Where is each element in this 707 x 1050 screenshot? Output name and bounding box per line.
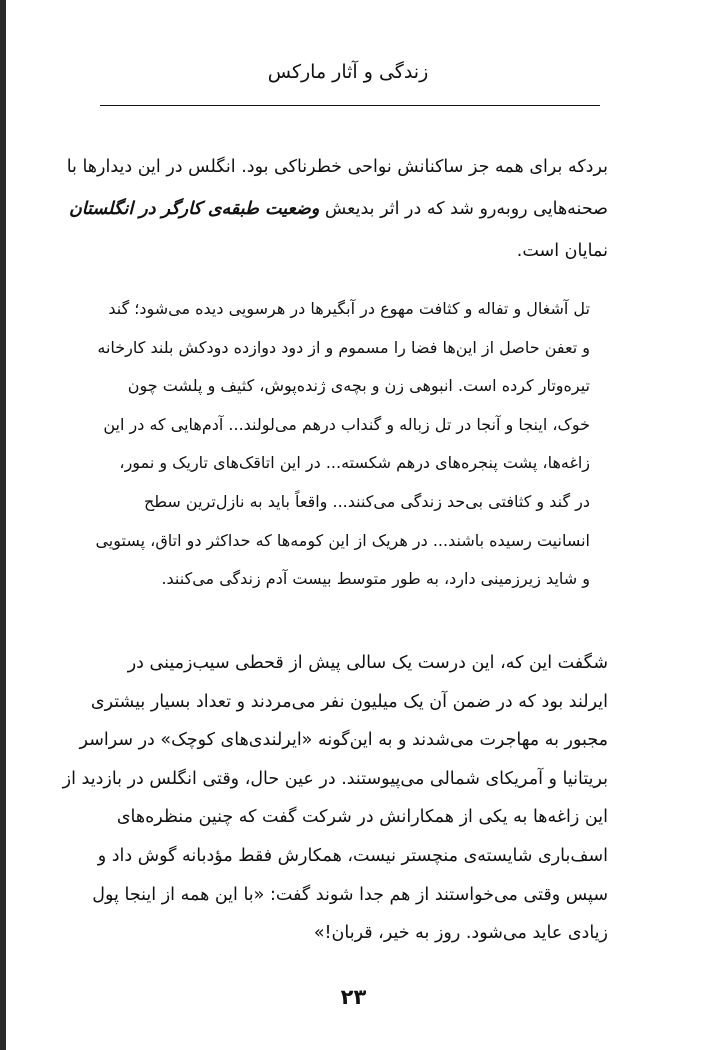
page-number: ۲۳ — [340, 985, 367, 1009]
quote-line: زاغه‌ها، پشت پنجره‌های درهم شکسته... در این اتاقک‌های تاریک و نمور، — [119, 453, 590, 473]
quote-line: در گند و کثافتی بی‌حد زندگی می‌کنند... واقعاً باید به نازل‌ترین سطح — [143, 491, 590, 511]
quote-line: خوک، اینجا و آنجا در تل زباله و گنداب درهم می‌لولند... آدم‌هایی که در این — [103, 414, 590, 434]
header-rule — [100, 105, 600, 106]
intro-paragraph — [66, 146, 608, 272]
body-line: ایرلند بود که در ضمن آن یک میلیون نفر می‌مردند و تعداد بسیار بیشتری — [90, 691, 608, 712]
body-line: مجبور به مهاجرت می‌شدند و به این‌گونه «ایرلندی‌های کوچک» در سراسر — [79, 730, 608, 751]
block-quote — [95, 290, 590, 599]
body-line: زیادی عاید می‌شود. روز به خیر، قربان!» — [313, 923, 608, 944]
intro-line-text: صحنه‌هایی روبه‌رو شد که در اثر بدیعش — [319, 199, 608, 219]
quote-line: تیره‌وتار کرده است. انبوهی زن و بچه‌ی ژنده‌پوش، کثیف و پلشت چون — [127, 376, 590, 396]
body-line: بریتانیا و آمریکای شمالی می‌پیوستند. در عین حال، وقتی انگلس در بازدید از — [62, 768, 608, 789]
quote-line: انسانیت رسیده باشند... در هریک از این کومه‌ها که حداکثر دو اتاق، پستویی — [95, 530, 590, 550]
quote-line: و تعفن حاصل از این‌ها فضا را مسموم و از دود دوازده دودکش بلند کارخانه — [97, 337, 590, 357]
running-header: زندگی و آثار مارکس — [267, 61, 429, 83]
body-line: اسف‌باری شایسته‌ی منچستر نیست، همکارش فقط مؤدبانه گوش داد و — [97, 845, 608, 866]
page-binding-edge — [0, 0, 6, 1050]
quote-line: تل آشغال و تفاله و کثافت مهوع در آبگیرها در هرسویی دیده می‌شود؛ گند — [108, 299, 590, 318]
intro-line — [68, 188, 608, 230]
quote-line: و شاید زیرزمینی دارد، به طور متوسط بیست آدم زندگی می‌کنند. — [161, 569, 590, 589]
body-paragraph — [62, 644, 608, 953]
intro-line: بردکه برای همه جز ساکنانش نواحی خطرناکی بود. انگلس در این دیدارها با — [66, 157, 608, 177]
body-line: سپس وقتی می‌خواستند از هم جدا شوند گفت: «با این همه از اینجا پول — [92, 884, 608, 905]
book-title: وضعیت طبقه‌ی کارگر در انگلستان — [68, 199, 320, 219]
body-line: این زاغه‌ها به یکی از همکارانش در شرکت گفت که چنین منظره‌های — [116, 807, 608, 828]
intro-line: نمایان است. — [516, 241, 608, 261]
body-line: شگفت این که، این درست یک سالی پیش از قحطی سیب‌زمینی در — [127, 653, 608, 673]
